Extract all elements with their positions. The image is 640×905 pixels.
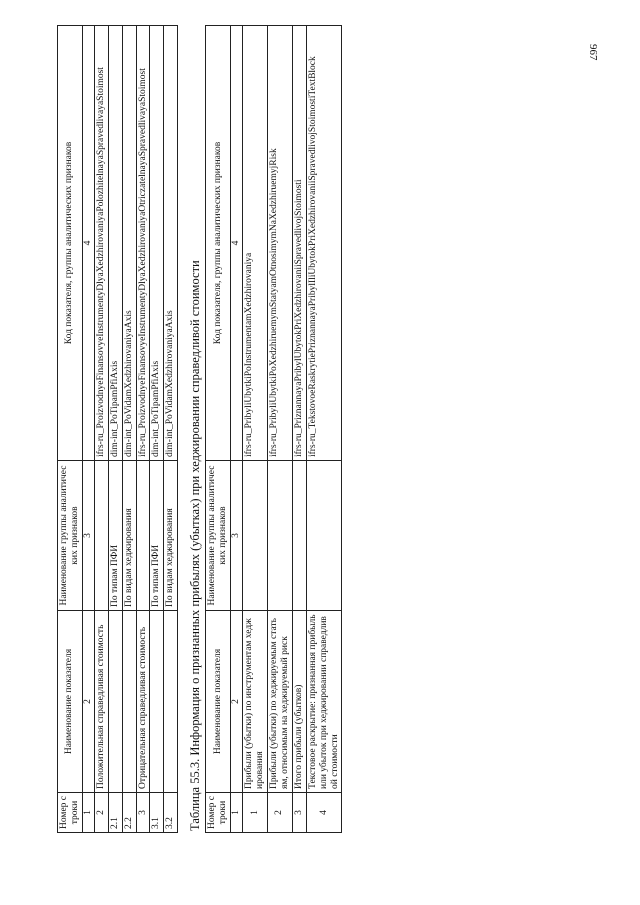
row-group	[243, 461, 268, 611]
row-name: Текстовое раскрытие: признанная прибыль или убыток при хеджировании справедливой стоимости	[306, 611, 342, 793]
header-code: Код показателя, группы аналитических признаков	[58, 26, 83, 461]
row-code: ifrs-ru_PribyliUbytkiPoXedzhiruemymStatyamOtnosimymNaXedzhiruemyjRisk	[267, 26, 292, 461]
table-row	[108, 26, 122, 833]
rotated-page-content	[57, 25, 342, 833]
row-name	[150, 611, 164, 793]
table-header-row	[58, 26, 83, 833]
table-index-row	[82, 26, 94, 833]
row-name: Отрицательная справедливая стоимость	[136, 611, 150, 793]
index-cell: 1	[231, 793, 243, 833]
table-caption: Таблица 55.3. Информация о признанных прибылях (убытках) при хеджировании справедливой стоимости	[188, 260, 203, 831]
row-code: ifrs-ru_PriznannayaPribylUbytokPriXedzhirovaniiSpravedlivojStoimosti	[292, 26, 306, 461]
row-code: ifrs-ru_ProizvodnyeFinansovyeInstrumentyDlyaXedzhirovaniyaOtriczatelnayaSpravedlivayaStoimost	[136, 26, 150, 461]
row-name: Положительная справедливая стоимость	[94, 611, 108, 793]
row-number: 2.1	[108, 793, 122, 833]
row-name	[122, 611, 136, 793]
row-number: 2	[94, 793, 108, 833]
header-indicator-name: Наименование показателя	[58, 611, 83, 793]
table-row	[94, 26, 108, 833]
row-number: 3	[136, 793, 150, 833]
row-code: ifrs-ru_TekstovoeRaskrytiePriznannayaPribylIliUbytokPriXedzhirovaniiSpravedlivojStoimostiTextBlock	[306, 26, 342, 461]
row-number: 3	[292, 793, 306, 833]
index-cell: 3	[82, 461, 94, 611]
table-row	[306, 26, 342, 833]
row-group: По видам хеджирования	[122, 461, 136, 611]
row-group	[292, 461, 306, 611]
row-group: По типам ПФИ	[150, 461, 164, 611]
table-row	[164, 26, 178, 833]
index-cell: 2	[231, 611, 243, 793]
row-group	[136, 461, 150, 611]
row-number: 1	[243, 793, 268, 833]
row-name: Итого прибыли (убытков)	[292, 611, 306, 793]
row-name	[108, 611, 122, 793]
row-group: По видам хеджирования	[164, 461, 178, 611]
row-number: 2	[267, 793, 292, 833]
row-group	[94, 461, 108, 611]
row-number: 3.1	[150, 793, 164, 833]
index-cell: 3	[231, 461, 243, 611]
index-cell: 4	[82, 26, 94, 461]
table-row	[150, 26, 164, 833]
index-cell: 4	[231, 26, 243, 461]
row-group	[306, 461, 342, 611]
table-index-row	[231, 26, 243, 833]
table-row	[122, 26, 136, 833]
row-code: dim-int_PoTipamPfiAxis	[150, 26, 164, 461]
table-row	[243, 26, 268, 833]
table-header-row	[206, 26, 231, 833]
row-name: Прибыли (убытки) по хеджируемым статьям, относимым на хеджируемый риск	[267, 611, 292, 793]
row-number: 4	[306, 793, 342, 833]
header-indicator-name: Наименование показателя	[206, 611, 231, 793]
row-code: dim-int_PoTipamPfiAxis	[108, 26, 122, 461]
page-number	[583, 44, 603, 78]
table-row	[136, 26, 150, 833]
row-group	[267, 461, 292, 611]
table-row	[292, 26, 306, 833]
row-group: По типам ПФИ	[108, 461, 122, 611]
table-derivatives-fair-value	[57, 25, 178, 833]
row-name	[164, 611, 178, 793]
row-name: Прибыли (убытки) по инструментам хеджирования	[243, 611, 268, 793]
header-group-name: Наименование группы аналитических признаков	[206, 461, 231, 611]
header-row-number: Номер строки	[206, 793, 231, 833]
page-number-text: 967	[587, 44, 599, 61]
header-row-number: Номер строки	[58, 793, 83, 833]
header-group-name: Наименование группы аналитических признаков	[58, 461, 83, 611]
row-number: 2.2	[122, 793, 136, 833]
index-cell: 2	[82, 611, 94, 793]
row-code: dim-int_PoVidamXedzhirovaniyaAxis	[122, 26, 136, 461]
index-cell: 1	[82, 793, 94, 833]
row-number: 3.2	[164, 793, 178, 833]
table-row	[267, 26, 292, 833]
row-code: ifrs-ru_PribyliUbytkiPoInstrumentamXedzhirovaniya	[243, 26, 268, 461]
row-code: ifrs-ru_ProizvodnyeFinansovyeInstrumentyDlyaXedzhirovaniyaPolozhitelnayaSpravedlivayaStoimost	[94, 26, 108, 461]
row-code: dim-int_PoVidamXedzhirovaniyaAxis	[164, 26, 178, 461]
table-fair-value-hedge-gains	[205, 25, 342, 833]
header-code: Код показателя, группы аналитических признаков	[206, 26, 231, 461]
